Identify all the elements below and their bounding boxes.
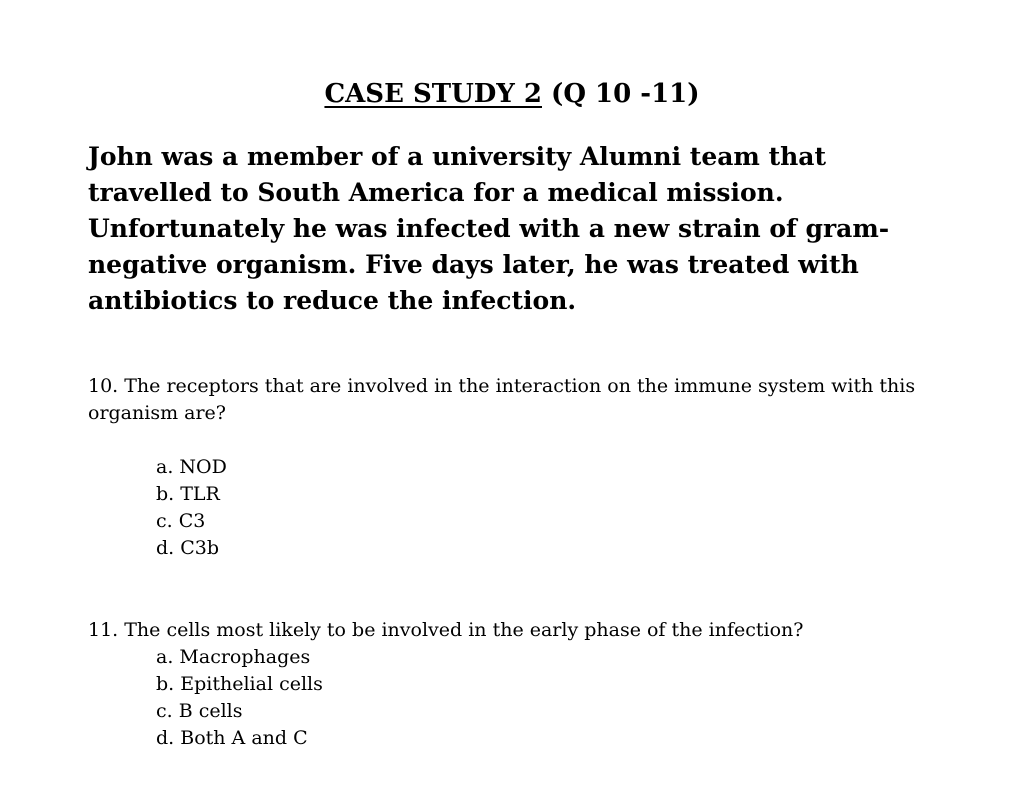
question-10-option-b: b. TLR [156, 483, 220, 505]
question-11-option-b: b. Epithelial cells [156, 673, 323, 695]
case-study-heading: CASE STUDY 2 [324, 79, 542, 109]
case-study-scenario: John was a member of a university Alumni team that travelled to South America for a medical mission. Unfortunately he was infected with a new strain of gram-negative organism. Five days later, he was treated with antibiotics to reduce the infection. [88, 142, 890, 315]
question-11-option-a: a. Macrophages [156, 646, 311, 668]
question-11-options [156, 644, 323, 752]
question-10-option-c: c. C3 [156, 510, 206, 532]
question-10-option-d: d. C3b [156, 537, 220, 559]
question-10-option-a: a. NOD [156, 456, 227, 478]
question-range: (Q 10 -11) [542, 79, 700, 109]
question-11-option-c: c. B cells [156, 700, 243, 722]
question-10-options [156, 454, 227, 562]
question-10-text: 10. The receptors that are involved in the interaction on the immune system with this organism are? [88, 375, 916, 424]
case-study-title [0, 78, 1024, 110]
question-11-option-d: d. Both A and C [156, 727, 308, 749]
question-11-text: 11. The cells most likely to be involved in the early phase of the infection? [88, 619, 804, 641]
